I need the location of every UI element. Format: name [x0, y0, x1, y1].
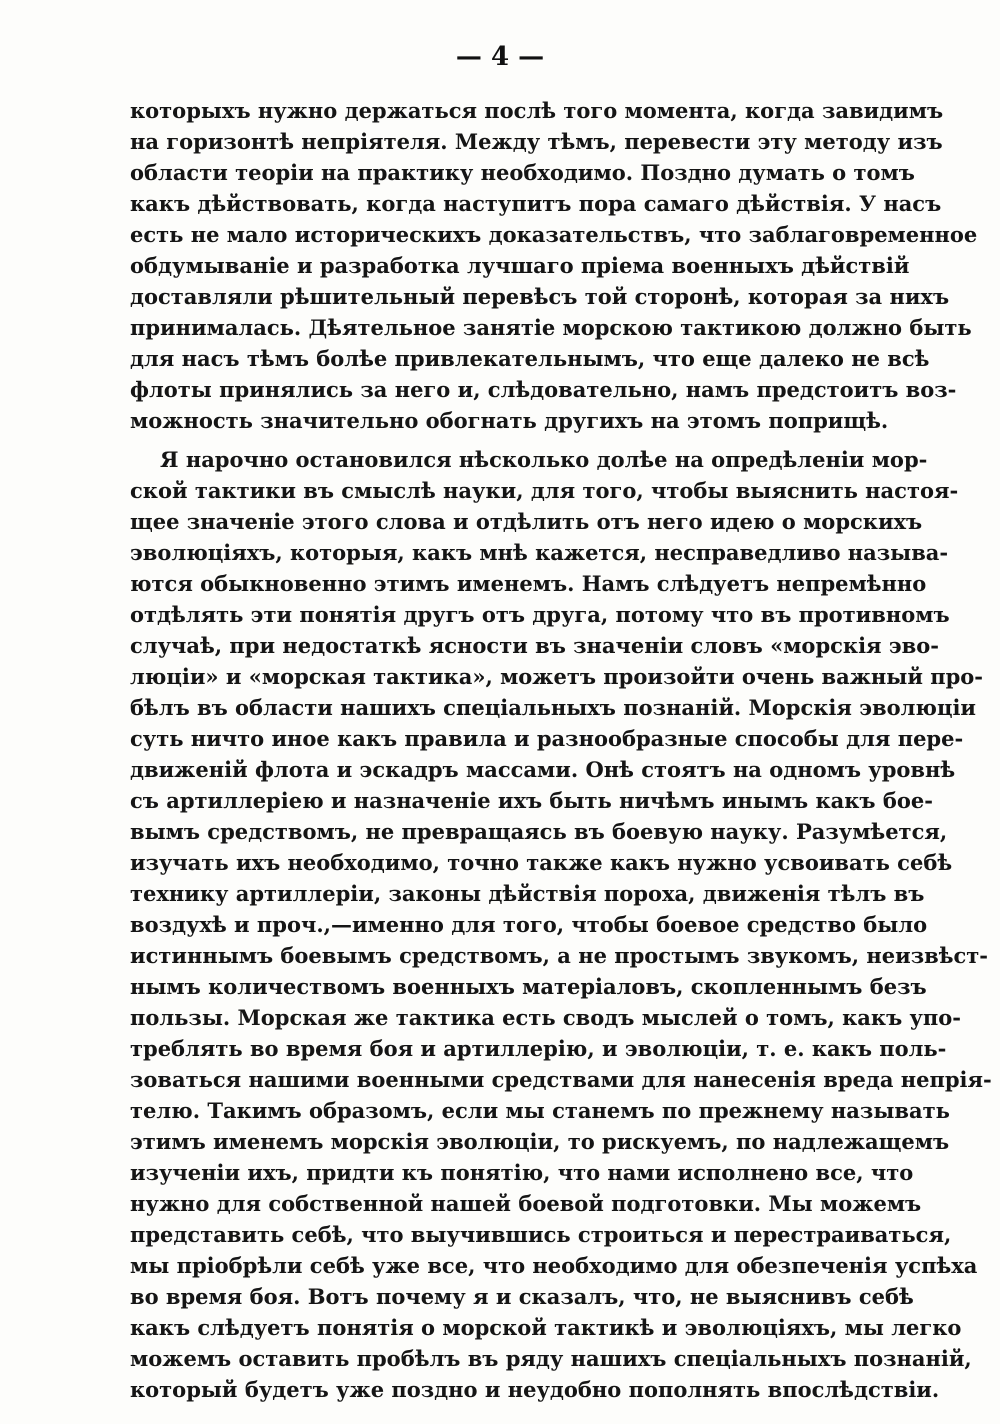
- text-line: какъ дѣйствовать, когда наступитъ пора самаго дѣйствія. У насъ: [130, 191, 942, 216]
- text-line: щее значеніе этого слова и отдѣлить отъ него идею о морскихъ: [130, 509, 923, 534]
- text-line: изучать ихъ необходимо, точно также какъ нужно усвоивать себѣ: [130, 850, 953, 875]
- text-line: нымъ количествомъ военныхъ матеріаловъ, скопленнымъ безъ: [130, 974, 927, 999]
- text-line: технику артиллеріи, законы дѣйствія пороха, движенія тѣлъ въ: [130, 881, 925, 906]
- text-line: принималась. Дѣятельное занятіе морскою тактикою должно быть: [130, 315, 972, 340]
- text-line: на горизонтѣ непріятеля. Между тѣмъ, перевести эту методу изъ: [130, 129, 943, 154]
- text-line: люціи» и «морская тактика», можетъ произойти очень важный про-: [130, 664, 983, 689]
- text-line: движеній флота и эскадръ массами. Онѣ стоятъ на одномъ уровнѣ: [130, 757, 956, 782]
- text-line: бѣлъ въ области нашихъ спеціальныхъ познаній. Морскія эволюціи: [130, 695, 977, 720]
- text-line: зоваться нашими военными средствами для нанесенія вреда непрія-: [130, 1067, 992, 1092]
- text-line: истиннымъ боевымъ средствомъ, а не простымъ звукомъ, неизвѣст-: [130, 943, 988, 968]
- text-line: можемъ оставить пробѣлъ въ ряду нашихъ спеціальныхъ познаній,: [130, 1346, 972, 1371]
- text-line: какъ слѣдуетъ понятія о морской тактикѣ и эволюціяхъ, мы легко: [130, 1315, 962, 1340]
- text-line: ской тактики въ смыслѣ науки, для того, чтобы выяснить настоя-: [130, 478, 959, 503]
- text-line: можность значительно обогнать другихъ на этомъ поприщѣ.: [130, 408, 889, 433]
- text-line: изученіи ихъ, придти къ понятію, что нами исполнено все, что: [130, 1160, 914, 1185]
- text-line: нужно для собственной нашей боевой подготовки. Мы можемъ: [130, 1191, 922, 1216]
- paragraph-gap: [130, 436, 870, 444]
- text-line: который будетъ уже поздно и неудобно пополнять впослѣдствіи.: [130, 1377, 940, 1402]
- text-line: отдѣлять эти понятія другъ отъ друга, потому что въ противномъ: [130, 602, 950, 627]
- text-line: мы пріобрѣли себѣ уже все, что необходимо для обезпеченія успѣха: [130, 1253, 978, 1278]
- text-line: есть не мало историческихъ доказательствъ, что заблаговременное: [130, 222, 978, 247]
- text-line: воздухѣ и проч.,—именно для того, чтобы боевое средство было: [130, 912, 928, 937]
- text-line: этимъ именемъ морскія эволюціи, то рискуемъ, по надлежащемъ: [130, 1129, 950, 1154]
- text-line: телю. Такимъ образомъ, если мы станемъ по прежнему называть: [130, 1098, 950, 1123]
- text-line: треблять во время боя и артиллерію, и эволюціи, т. е. какъ поль-: [130, 1036, 947, 1061]
- text-line: обдумываніе и разработка лучшаго пріема военныхъ дѣйствій: [130, 253, 910, 278]
- text-line: Я нарочно остановился нѣсколько долѣе на опредѣленіи мор-: [160, 447, 928, 472]
- page-number: — 4 —: [455, 42, 545, 72]
- text-line: ются обыкновенно этимъ именемъ. Намъ слѣдуетъ непремѣнно: [130, 571, 927, 596]
- paragraph-1: [130, 95, 978, 436]
- text-line: суть ничто иное какъ правила и разнообразные способы для пере-: [130, 726, 964, 751]
- text-line: представить себѣ, что выучившись строиться и перестраиваться,: [130, 1222, 952, 1247]
- text-line: для насъ тѣмъ болѣе привлекательнымъ, что еще далеко не всѣ: [130, 346, 930, 371]
- text-line: которыхъ нужно держаться послѣ того момента, когда завидимъ: [130, 98, 944, 123]
- text-line: во время боя. Вотъ почему я и сказалъ, что, не выяснивъ себѣ: [130, 1284, 914, 1309]
- text-line: случаѣ, при недостаткѣ ясности въ значеніи словъ «морскія эво-: [130, 633, 939, 658]
- paragraph-2: [130, 444, 992, 1405]
- text-line: пользы. Морская же тактика есть сводъ мыслей о томъ, какъ упо-: [130, 1005, 962, 1030]
- text-line: доставляли рѣшительный перевѣсъ той сторонѣ, которая за нихъ: [130, 284, 950, 309]
- text-line: флоты принялись за него и, слѣдовательно, намъ предстоитъ воз-: [130, 377, 957, 402]
- text-block: [130, 95, 992, 1405]
- text-line: вымъ средствомъ, не превращаясь въ боевую науку. Разумѣется,: [130, 819, 948, 844]
- text-line: области теоріи на практику необходимо. Поздно думать о томъ: [130, 160, 915, 185]
- text-line: эволюціяхъ, которыя, какъ мнѣ кажется, несправедливо называ-: [130, 540, 949, 565]
- text-line: съ артиллеріею и назначеніе ихъ быть ничѣмъ инымъ какъ бое-: [130, 788, 933, 813]
